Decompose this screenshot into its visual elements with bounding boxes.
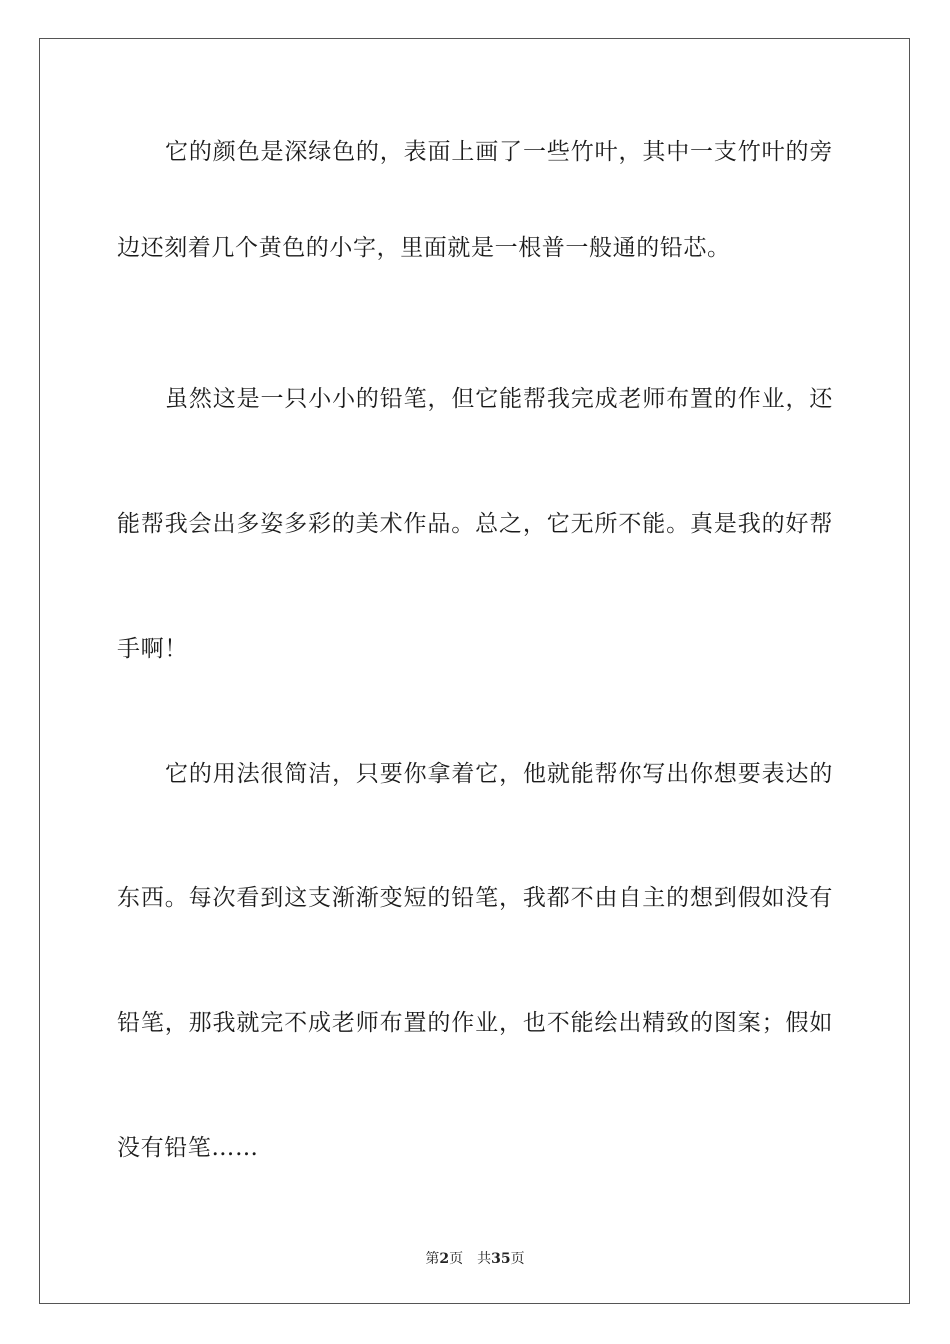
- page-suffix: 页: [449, 1251, 464, 1267]
- total-suffix: 页: [510, 1251, 525, 1267]
- total-pages: 35: [491, 1251, 511, 1267]
- page-frame: [39, 38, 910, 1304]
- paragraph-3-line-1: 它的用法很简洁，只要你拿着它，他就能帮你写出你想要表达的: [165, 761, 833, 787]
- paragraph-2-line-1: 虽然这是一只小小的铅笔，但它能帮我完成老师布置的作业，还: [165, 386, 833, 412]
- paragraph-2-line-2: 能帮我会出多姿多彩的美术作品。总之，它无所不能。真是我的好帮: [117, 511, 833, 537]
- page-prefix: 第: [425, 1251, 440, 1267]
- paragraph-3-line-2: 东西。每次看到这支渐渐变短的铅笔，我都不由自主的想到假如没有: [117, 885, 833, 911]
- page-number: 2: [439, 1251, 450, 1267]
- page-footer: [0, 1248, 950, 1268]
- paragraph-2-line-3: 手啊！: [117, 636, 188, 662]
- paragraph-3-line-3: 铅笔，那我就完不成老师布置的作业，也不能绘出精致的图案；假如: [117, 1010, 833, 1036]
- total-prefix: 共: [477, 1251, 492, 1267]
- paragraph-1-line-2: 边还刻着几个黄色的小字，里面就是一根普一般通的铅芯。: [117, 235, 731, 261]
- paragraph-3-line-4: 没有铅笔……: [117, 1135, 259, 1161]
- paragraph-1-line-1: 它的颜色是深绿色的，表面上画了一些竹叶，其中一支竹叶的旁: [165, 139, 833, 165]
